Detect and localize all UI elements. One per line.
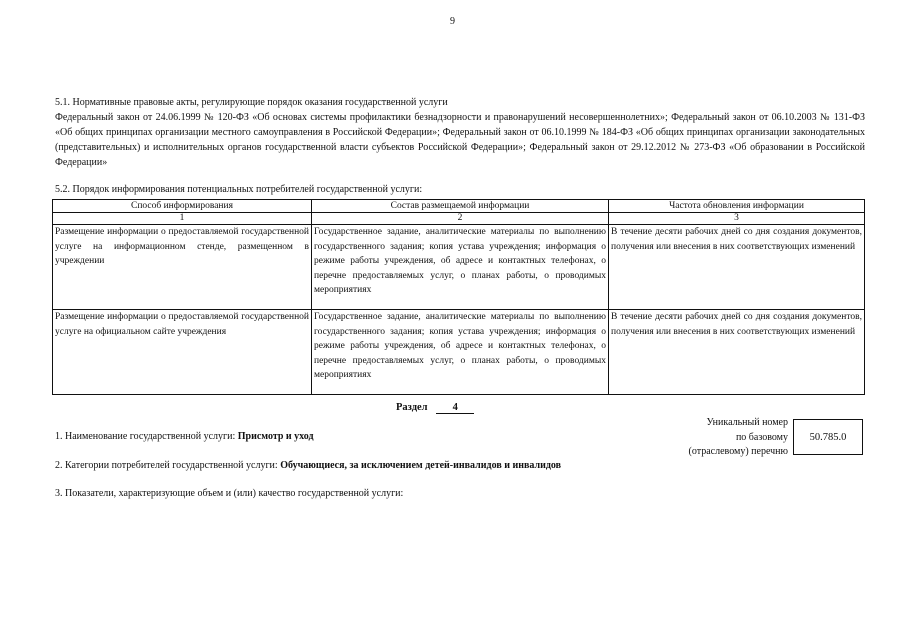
- service-name: [55, 431, 314, 442]
- unique-number-box: 50.785.0: [793, 419, 863, 455]
- cell-method: Размещение информации о предоставляемой государственной услуге на информационном стенде, размещенном в учреждении: [53, 225, 312, 310]
- section-number: 4: [436, 402, 474, 414]
- section-heading: [396, 402, 474, 414]
- cell-frequency: В течение десяти рабочих дней со дня создания документов, получения или внесения в них соответствующих изменений: [609, 225, 865, 310]
- informing-table: [52, 199, 865, 395]
- unique-number-label-line: Уникальный номер: [706, 417, 788, 428]
- cell-content: Государственное задание, аналитические материалы по выполнению государственного задания; копия устава учреждения; информация о режиме работы учреждения, об адресе и контактных телефонах, о перечне предоставляемых услуг, о планах работы, о проводимых мероприятиях: [312, 310, 609, 395]
- page-number: 9: [450, 16, 455, 27]
- section-5-2-title: 5.2. Порядок информирования потенциальных потребителей государственной услуги:: [55, 184, 423, 195]
- cell-content: Государственное задание, аналитические материалы по выполнению государственного задания; копия устава учреждения; информация о режиме работы учреждения, об адресе и контактных телефонах, о перечне предоставляемых услуг, о планах работы, о проводимых мероприятиях: [312, 225, 609, 310]
- consumer-categories-label: 2. Категории потребителей государственной услуги:: [55, 460, 281, 471]
- section-5-1: [55, 95, 865, 170]
- column-header-method: Способ информирования: [53, 200, 312, 213]
- unique-number-label: [660, 416, 788, 460]
- unique-number-label-line: (отраслевому) перечню: [688, 446, 788, 457]
- consumer-categories-value: Обучающиеся, за исключением детей-инвалидов и инвалидов: [280, 460, 562, 471]
- section-5-1-title: 5.1. Нормативные правовые акты, регулирующие порядок оказания государственной услуги: [55, 97, 448, 108]
- table-row: [53, 225, 865, 310]
- cell-method: Размещение информации о предоставляемой государственной услуге на официальном сайте учреждения: [53, 310, 312, 395]
- column-header-frequency: Частота обновления информации: [609, 200, 865, 213]
- column-header-content: Состав размещаемой информации: [312, 200, 609, 213]
- table-row: [53, 310, 865, 395]
- column-number: 3: [609, 213, 865, 225]
- unique-number-label-line: по базовому: [735, 431, 788, 443]
- service-name-value: Присмотр и уход: [237, 431, 314, 442]
- consumer-categories: [55, 460, 561, 471]
- column-number: 2: [312, 213, 609, 225]
- section-label: Раздел: [396, 402, 428, 413]
- service-name-label: 1. Наименование государственной услуги:: [55, 431, 238, 442]
- column-number: 1: [53, 213, 312, 225]
- section-5-1-text: Федеральный закон от 24.06.1999 № 120-ФЗ «Об основах системы профилактики безнадзорности и правонарушений несовершеннолетних»; Федеральный закон от 06.10.2003 № 131-ФЗ «Об общих принципах организации местного самоуправления в Российской Федерации»; Федеральный закон от 06.10.1999 № 184-ФЗ «Об общих принципах организации законодательных (представительных) и исполнительных органов государственной власти субъектов Российской Федерации»; Федеральный закон от 29.12.2012 № 273-ФЗ «Об образовании в Российской Федерации»: [55, 112, 865, 168]
- indicators-heading: 3. Показатели, характеризующие объем и (или) качество государственной услуги:: [55, 488, 404, 499]
- cell-frequency: В течение десяти рабочих дней со дня создания документов, получения или внесения в них соответствующих изменений: [609, 310, 865, 395]
